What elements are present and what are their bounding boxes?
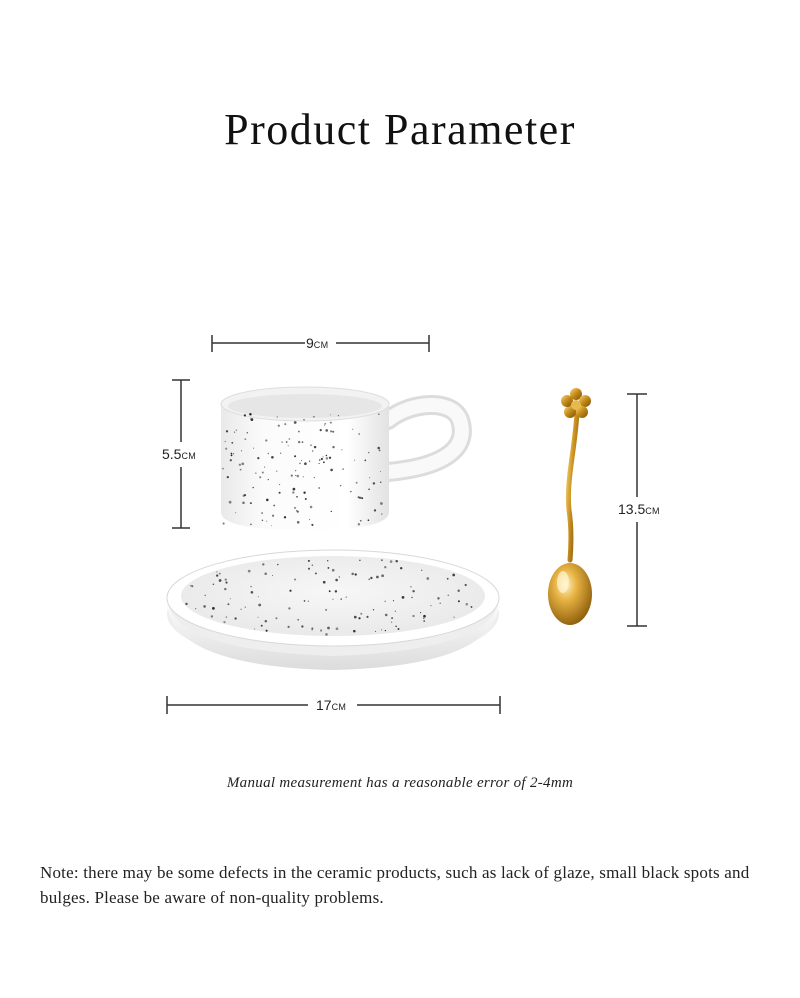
spoon-length-value: 13.5 [618, 501, 646, 517]
cup-height-unit: CM [181, 451, 197, 461]
cup-width-value: 9 [306, 335, 314, 351]
cup-width-unit: CM [313, 340, 329, 350]
cup-image [221, 387, 462, 530]
spoon-length-unit: CM [645, 506, 660, 516]
saucer-image [167, 550, 499, 670]
saucer-diameter-unit: CM [331, 702, 347, 712]
cup-height-label [162, 446, 196, 464]
cup-height-value: 5.5 [162, 446, 182, 462]
saucer-diameter-value: 17 [316, 697, 332, 713]
page-title: Product Parameter [224, 105, 576, 154]
spoon-length-label [618, 501, 660, 519]
cup-width-label [306, 335, 328, 353]
spoon-image [548, 388, 592, 625]
quality-note: Note: there may be some defects in the ceramic products, such as lack of glaze, small black spots and bulges. Please be aware of non-quality problems. [40, 863, 750, 907]
measurement-caption: Manual measurement has a reasonable error of 2-4mm [226, 775, 574, 791]
saucer-diameter-label [316, 697, 346, 715]
